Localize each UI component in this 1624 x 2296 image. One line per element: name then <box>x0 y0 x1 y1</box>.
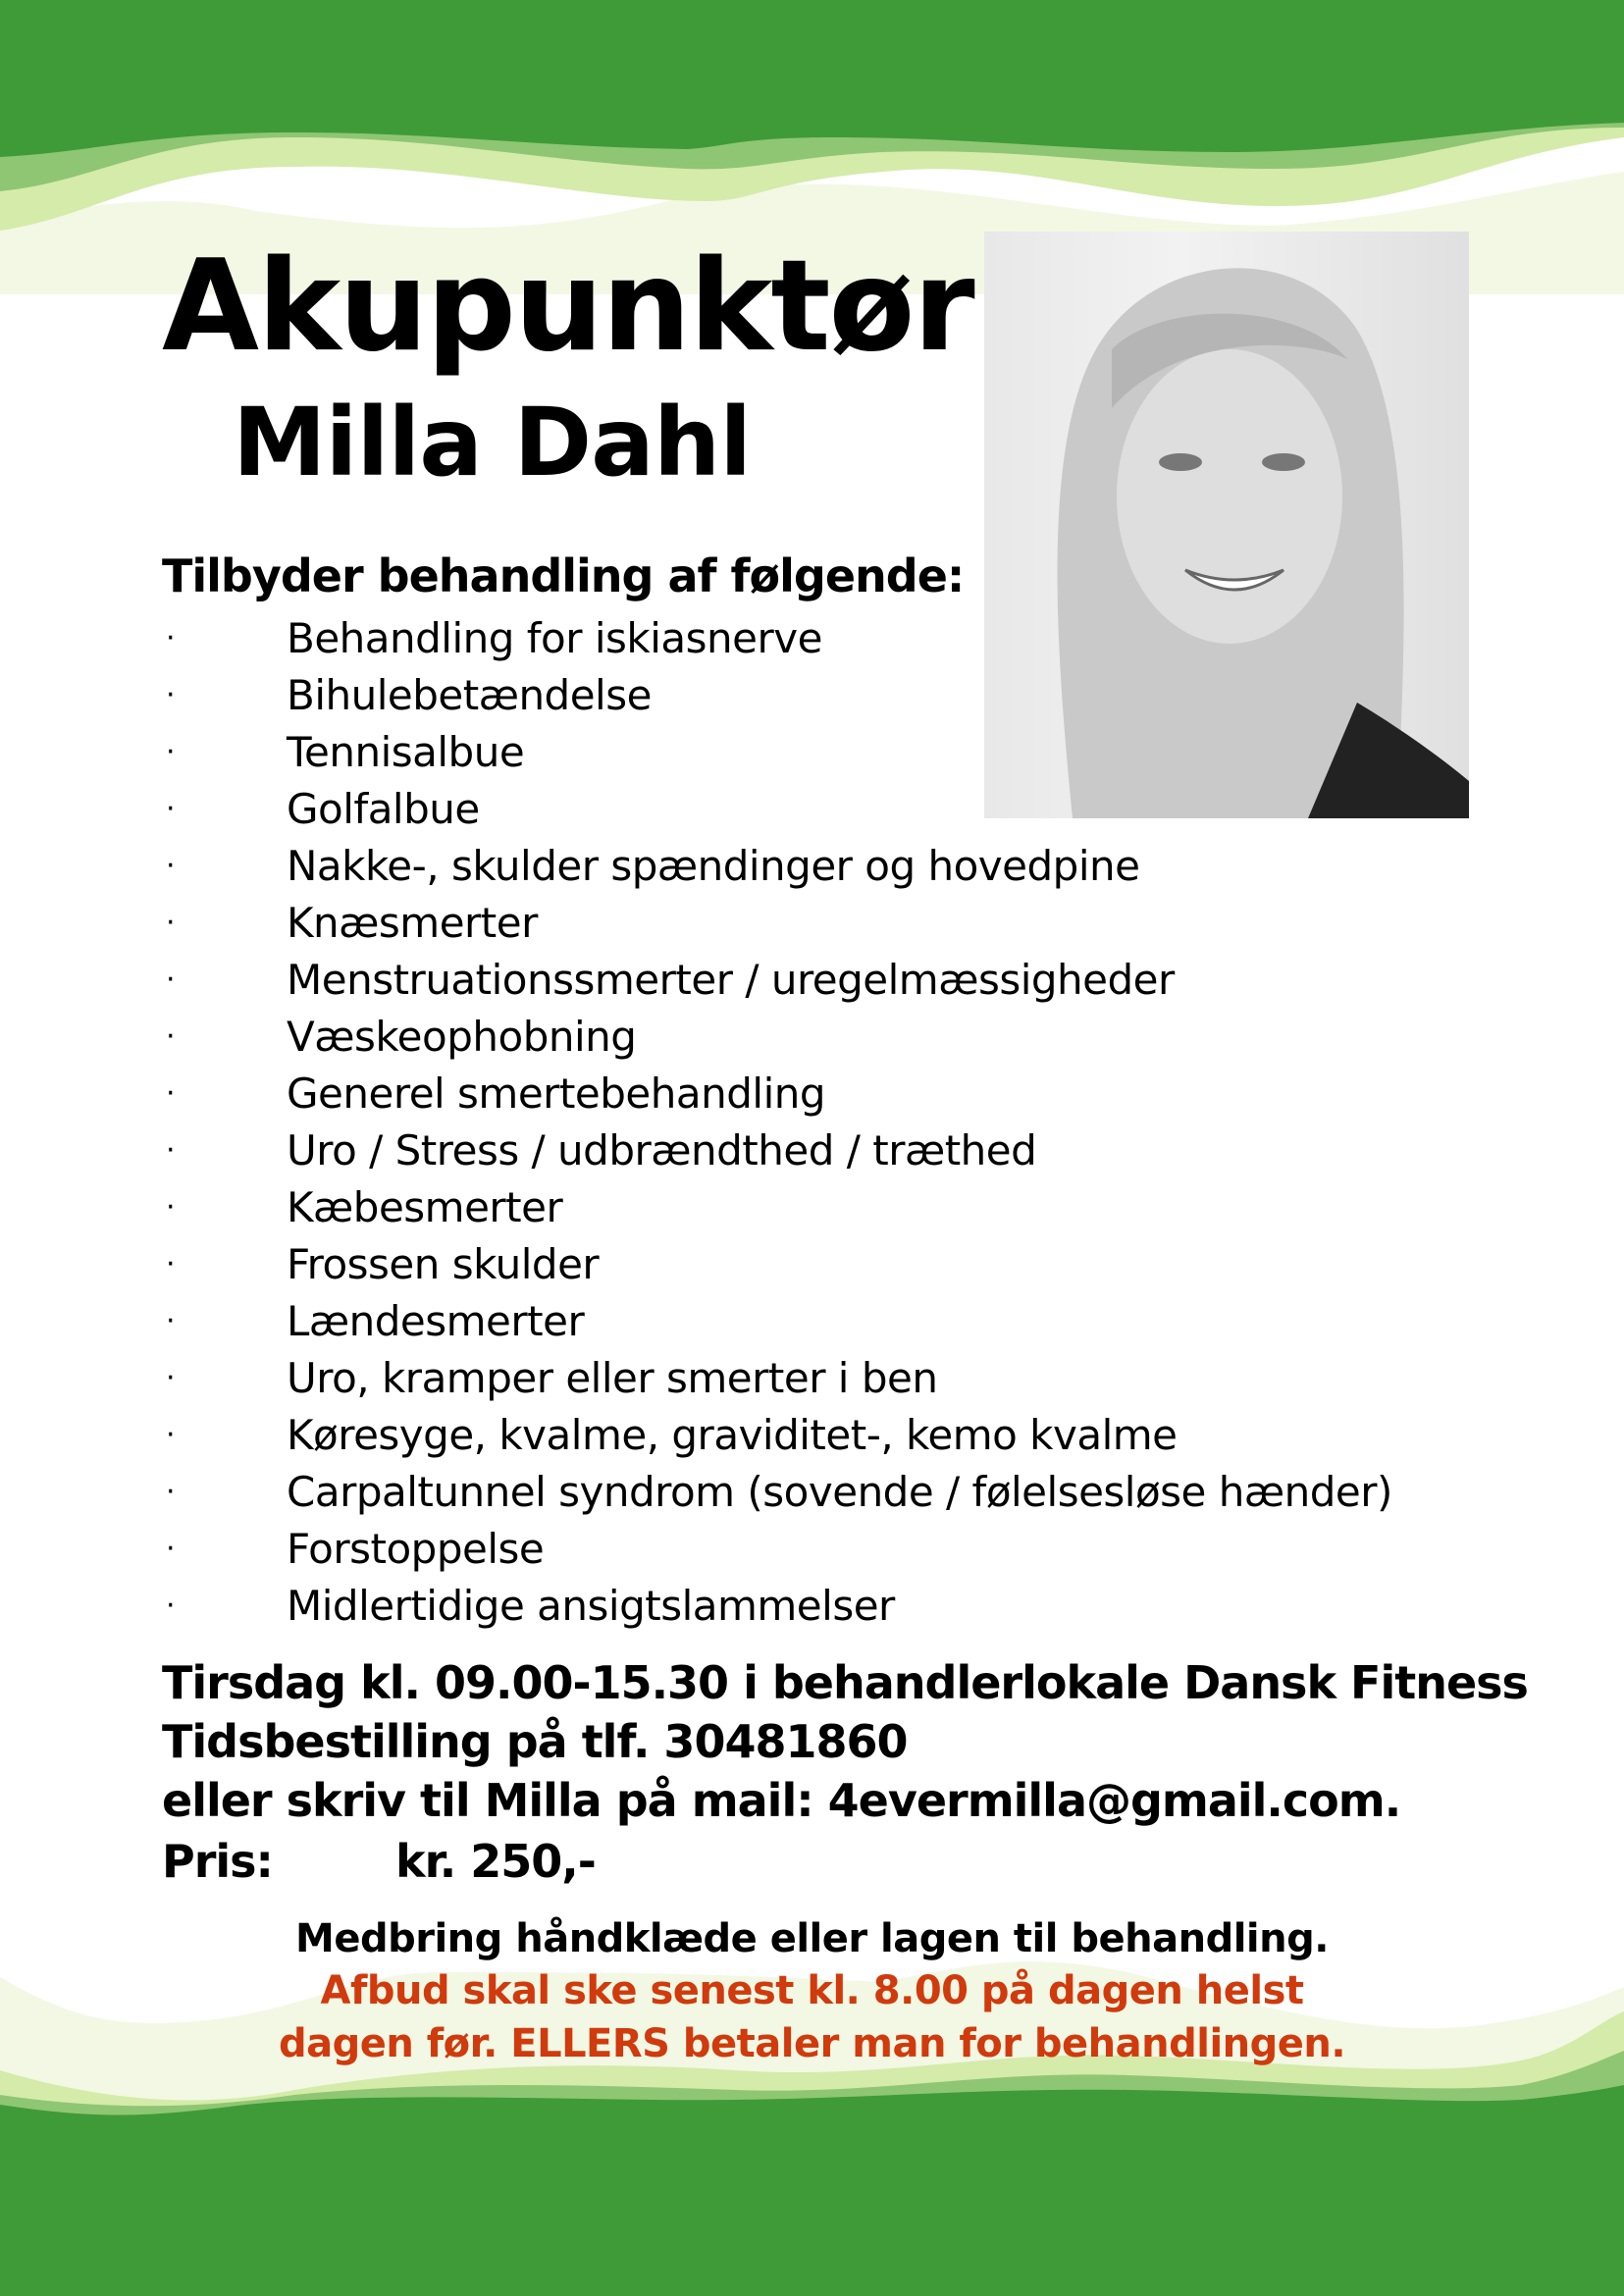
bullet-icon: · <box>166 1304 176 1338</box>
treatment-label: Behandling for iskiasnerve <box>287 614 822 662</box>
bullet-icon: · <box>166 1418 176 1452</box>
bullet-icon: · <box>166 1076 176 1111</box>
treatment-label: Uro / Stress / udbrændthed / træthed <box>287 1126 1037 1174</box>
schedule-text: Tirsdag kl. 09.00-15.30 i behandlerlokale Dansk Fitness <box>162 1656 1528 1709</box>
price-label: Pris: <box>162 1835 273 1888</box>
treatment-label: Golfalbue <box>287 785 480 833</box>
bullet-icon: · <box>166 678 176 712</box>
treatment-label: Kæbesmerter <box>287 1183 563 1231</box>
treatment-label: Frossen skulder <box>287 1240 600 1288</box>
treatment-label: Tennisalbue <box>287 728 525 776</box>
bullet-icon: · <box>166 735 176 769</box>
treatment-label: Lændesmerter <box>287 1297 585 1345</box>
bullet-icon: · <box>166 1247 176 1281</box>
treatment-label: Nakke-, skulder spændinger og hovedpine <box>287 842 1140 890</box>
cancellation-note-line-1: Afbud skal ske senest kl. 8.00 på dagen helst <box>320 1968 1304 2013</box>
bullet-icon: · <box>166 792 176 826</box>
treatment-label: Midlertidige ansigtslammelser <box>287 1582 895 1630</box>
bullet-icon: · <box>166 1361 176 1395</box>
bullet-icon: · <box>166 906 176 940</box>
bullet-icon: · <box>166 1190 176 1225</box>
bullet-icon: · <box>166 1589 176 1623</box>
bullet-icon: · <box>166 621 176 655</box>
treatment-label: Uro, kramper eller smerter i ben <box>287 1354 938 1402</box>
bullet-icon: · <box>166 1532 176 1566</box>
practitioner-name: Milla Dahl <box>233 388 752 497</box>
treatment-label: Bihulebetændelse <box>287 671 652 719</box>
treatment-label: Generel smertebehandling <box>287 1070 826 1118</box>
bullet-icon: · <box>166 1475 176 1509</box>
treatment-label: Carpaltunnel syndrom (sovende / følelsesløse hænder) <box>287 1468 1392 1516</box>
cancellation-note-line-2: dagen før. ELLERS betaler man for behandlingen. <box>278 2021 1346 2066</box>
price-value: kr. 250,- <box>395 1835 596 1888</box>
email-text: eller skriv til Milla på mail: 4evermilla@gmail.com. <box>162 1774 1401 1827</box>
page-title: Akupunktør <box>162 234 973 380</box>
bullet-icon: · <box>166 1019 176 1054</box>
treatment-label: Forstoppelse <box>287 1525 545 1573</box>
treatment-label: Køresyge, kvalme, graviditet-, kemo kvalme <box>287 1411 1178 1459</box>
bullet-icon: · <box>166 1133 176 1168</box>
bring-towel-note: Medbring håndklæde eller lagen til behandling. <box>295 1916 1329 1961</box>
treatments-heading: Tilbyder behandling af følgende: <box>162 549 965 602</box>
treatment-label: Knæsmerter <box>287 899 538 947</box>
treatment-label: Menstruationssmerter / uregelmæssigheder <box>287 956 1175 1004</box>
treatment-label: Væskeophobning <box>287 1013 637 1061</box>
bullet-icon: · <box>166 963 176 997</box>
bullet-icon: · <box>166 849 176 883</box>
portrait-photo <box>984 232 1469 818</box>
booking-text: Tidsbestilling på tlf. 30481860 <box>162 1715 908 1768</box>
